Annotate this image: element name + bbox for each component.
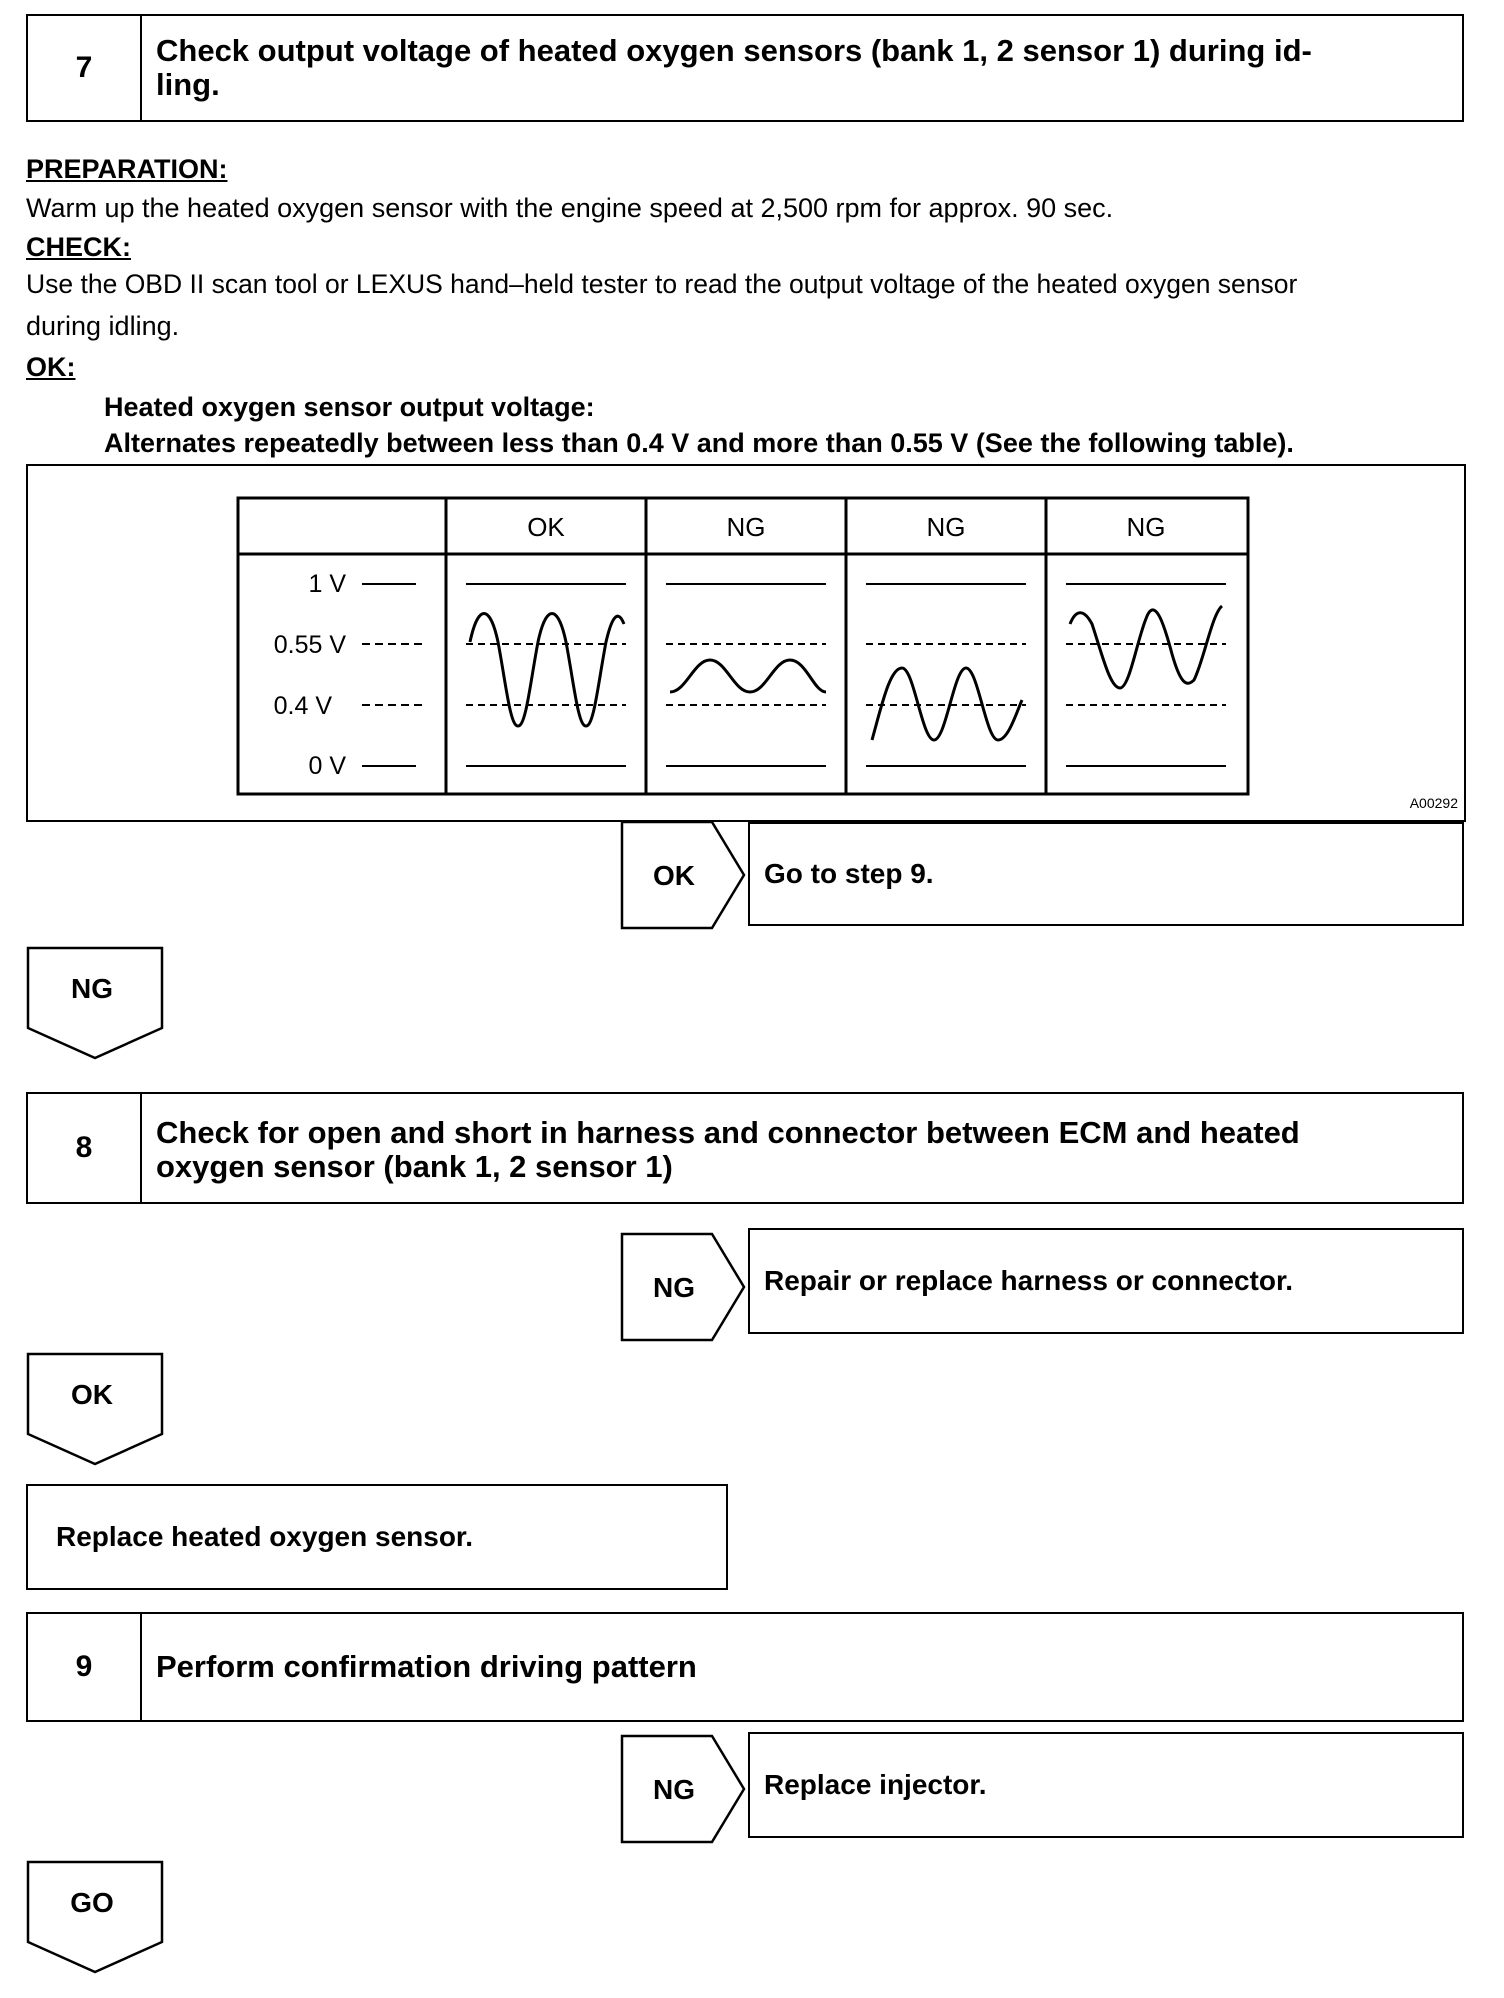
- column-header-ng-1: NG: [726, 512, 766, 542]
- waveform-ng-low-amplitude: [670, 660, 826, 692]
- check-text-line-2: during idling.: [26, 311, 180, 341]
- ok-heading: OK:: [26, 352, 76, 382]
- step-8-ok-arrow: [26, 1352, 166, 1468]
- step-7-ok-label: OK: [653, 860, 695, 891]
- step-number: 8: [28, 1094, 142, 1202]
- step-9-go-arrow: [26, 1860, 166, 1976]
- step-7-ok-arrow: [620, 820, 750, 930]
- waveform-figure: [26, 464, 1466, 822]
- step-9-header: [26, 1612, 1464, 1722]
- step-title-line-1: Check output voltage of heated oxygen sensors (bank 1, 2 sensor 1) during id-: [156, 33, 1312, 68]
- step-number: 9: [28, 1614, 142, 1720]
- step-9-ng-result: [748, 1732, 1464, 1838]
- replace-sensor-text: Replace heated oxygen sensor.: [56, 1521, 474, 1552]
- preparation-heading: PREPARATION:: [26, 154, 228, 184]
- step-8-header: [26, 1092, 1464, 1204]
- step-8-ok-label: OK: [71, 1379, 113, 1410]
- level-label-04v: 0.4 V: [273, 692, 332, 720]
- ok-spec-line-2: Alternates repeatedly between less than 0.4 V and more than 0.55 V (See the following table).: [104, 428, 1294, 458]
- column-header-ng-2: NG: [926, 512, 966, 542]
- step-title-line-2: oxygen sensor (bank 1, 2 sensor 1): [156, 1149, 673, 1184]
- step-8-ng-label: NG: [653, 1272, 695, 1303]
- level-label-055v: 0.55 V: [273, 631, 346, 659]
- check-text-line-1: Use the OBD II scan tool or LEXUS hand–held tester to read the output voltage of the heated oxygen sensor: [26, 269, 1298, 299]
- step-number: 7: [28, 16, 142, 120]
- replace-sensor-box: [26, 1484, 728, 1590]
- level-label-0v: 0 V: [308, 752, 346, 780]
- step-title-line-2: ling.: [156, 67, 220, 102]
- check-heading: CHECK:: [26, 232, 131, 262]
- step-9-ng-arrow: [620, 1734, 750, 1844]
- step-8-ng-result: [748, 1228, 1464, 1334]
- step-title: Perform confirmation driving pattern: [156, 1649, 697, 1684]
- ok-spec-line-1: Heated oxygen sensor output voltage:: [104, 392, 595, 422]
- step-title-line-1: Check for open and short in harness and connector between ECM and heated: [156, 1115, 1300, 1150]
- step-7-ng-arrow: [26, 946, 166, 1062]
- step-9-ng-result-text: Replace injector.: [764, 1769, 987, 1800]
- column-header-ok: OK: [527, 512, 565, 542]
- step-title: [156, 1116, 1442, 1184]
- step-7-header: [26, 14, 1464, 122]
- step-7-ng-label: NG: [71, 973, 113, 1004]
- step-7-ok-result: [748, 822, 1464, 926]
- figure-code: A00292: [1409, 795, 1458, 811]
- step-9-go-label: GO: [70, 1887, 114, 1918]
- step-title: [156, 34, 1442, 102]
- step-8-ng-arrow: [620, 1232, 750, 1342]
- preparation-text: Warm up the heated oxygen sensor with the engine speed at 2,500 rpm for approx. 90 sec.: [26, 193, 1114, 223]
- step-8-ng-result-text: Repair or replace harness or connector.: [764, 1265, 1294, 1296]
- column-header-ng-3: NG: [1126, 512, 1166, 542]
- waveform-ng-high-offset: [1070, 606, 1222, 688]
- waveform-ok: [470, 614, 624, 727]
- level-label-1v: 1 V: [308, 570, 346, 598]
- step-7-ok-result-text: Go to step 9.: [764, 858, 934, 889]
- step-9-ng-label: NG: [653, 1774, 695, 1805]
